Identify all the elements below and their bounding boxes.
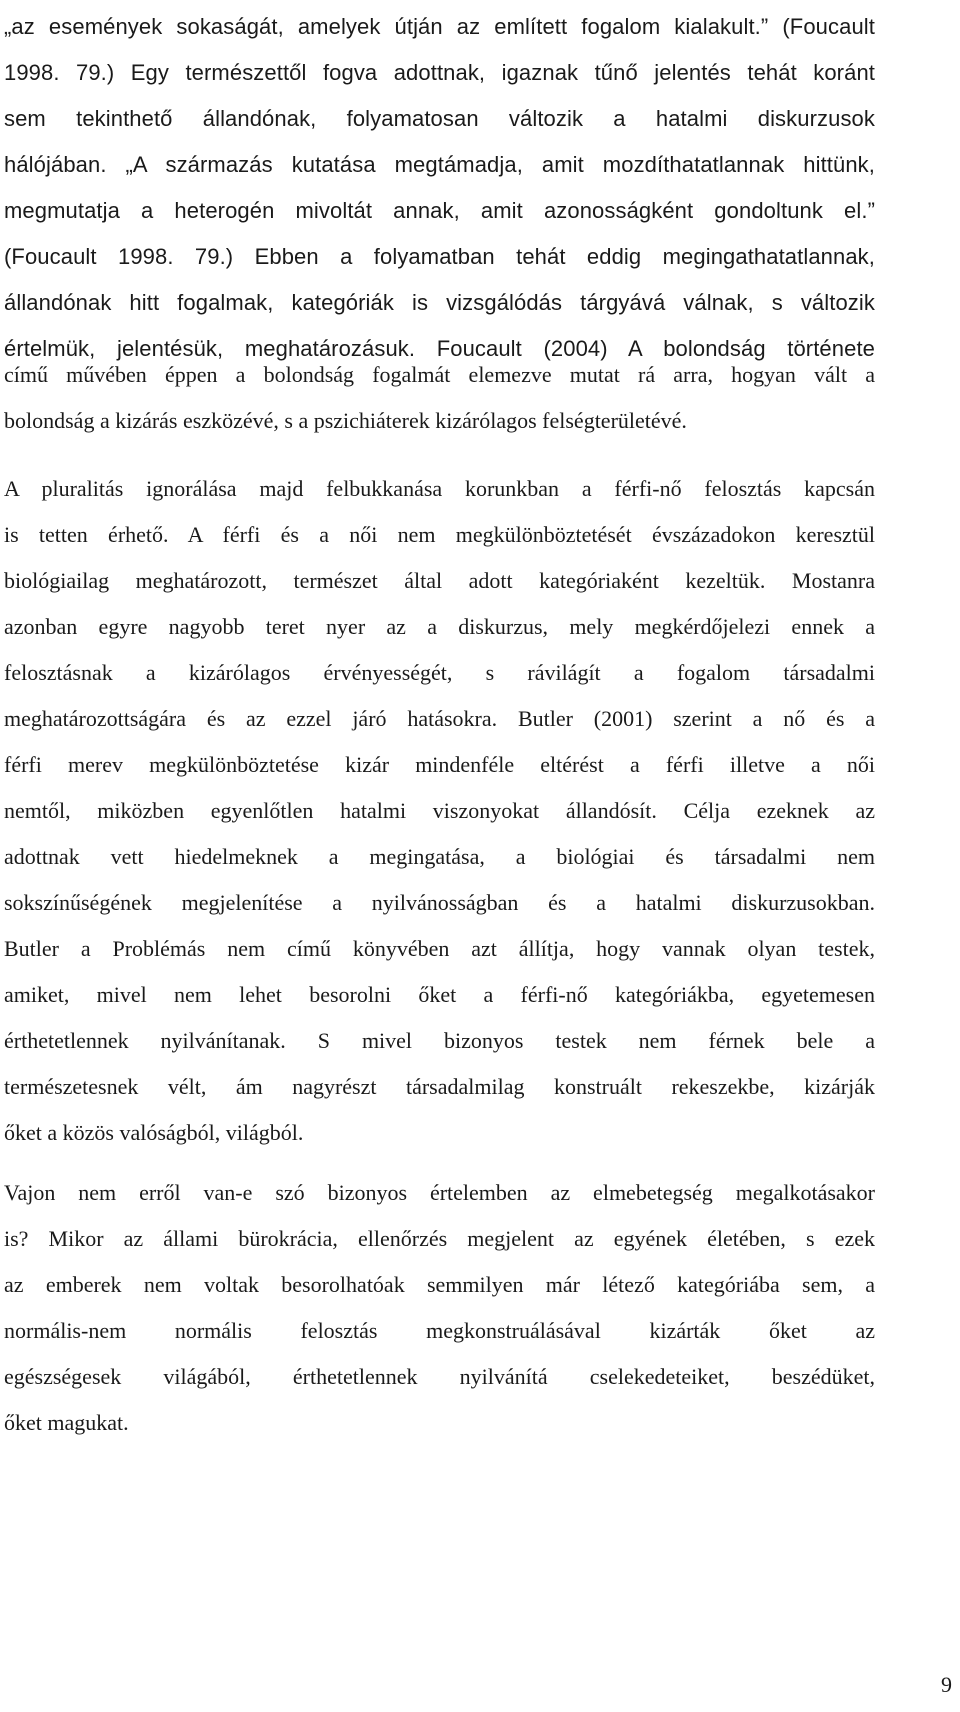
text-line: természetesnek vélt, ám nagyrészt társadalmilag konstruált rekeszekbe, kizárják: [4, 1074, 875, 1099]
text-line: hálójában. „A származás kutatása megtámadja, amit mozdíthatatlannak hittünk,: [4, 152, 875, 177]
text-line: Butler a Problémás nem című könyvében azt állítja, hogy vannak olyan testek,: [4, 936, 875, 961]
page-number: 9: [941, 1672, 952, 1697]
text-line: meghatározottságára és az ezzel járó hatásokra. Butler (2001) szerint a nő és a: [4, 706, 875, 731]
text-line: értelmük, jelentésük, meghatározásuk. Foucault (2004) A bolondság története: [4, 336, 875, 361]
text-line: „az események sokaságát, amelyek útján az említett fogalom kialakult.” (Foucault: [4, 14, 875, 39]
paragraph-3: [4, 1170, 875, 1446]
text-line: az emberek nem voltak besorolhatóak semmilyen már létező kategóriába sem, a: [4, 1272, 875, 1297]
text-line: férfi merev megkülönböztetése kizár mindenféle eltérést a férfi illetve a női: [4, 752, 875, 777]
text-line: is tetten érhető. A férfi és a női nem megkülönböztetését évszázadokon keresztül: [4, 522, 875, 547]
paragraph-1: [4, 4, 875, 372]
text-line: adottnak vett hiedelmeknek a megingatása, a biológiai és társadalmi nem: [4, 844, 875, 869]
text-line: Vajon nem erről van-e szó bizonyos értelemben az elmebetegség megalkotásakor: [4, 1180, 875, 1205]
text-line: normális-nem normális felosztás megkonstruálásával kizárták őket az: [4, 1318, 875, 1343]
text-line: biológiailag meghatározott, természet által adott kategóriaként kezeltük. Mostanra: [4, 568, 875, 593]
text-line: A pluralitás ignorálása majd felbukkanása korunkban a férfi-nő felosztás kapcsán: [4, 476, 875, 501]
text-line: egészségesek világából, érthetetlennek nyilvánítá cselekedeteiket, beszédüket,: [4, 1364, 875, 1389]
text-line: (Foucault 1998. 79.) Ebben a folyamatban tehát eddig megingathatatlannak,: [4, 244, 875, 269]
paragraph-1-continued: [4, 352, 875, 444]
text-line: megmutatja a heterogén mivoltát annak, amit azonosságként gondoltunk el.”: [4, 198, 875, 223]
text-line: őket a közös valóságból, világból.: [4, 1120, 304, 1145]
text-line: érthetetlennek nyilvánítanak. S mivel bizonyos testek nem férnek bele a: [4, 1028, 875, 1053]
text-line: is? Mikor az állami bürokrácia, ellenőrzés megjelent az egyének életében, s ezek: [4, 1226, 875, 1251]
text-line: nemtől, miközben egyenlőtlen hatalmi viszonyokat állandósít. Célja ezeknek az: [4, 798, 875, 823]
text-line: 1998. 79.) Egy természettől fogva adottnak, igaznak tűnő jelentés tehát koránt: [4, 60, 875, 85]
text-line: őket magukat.: [4, 1410, 129, 1435]
text-line: felosztásnak a kizárólagos érvényességét, s rávilágít a fogalom társadalmi: [4, 660, 875, 685]
paragraph-2: [4, 466, 875, 1156]
text-line: sokszínűségének megjelenítése a nyilvánosságban és a hatalmi diskurzusokban.: [4, 890, 875, 915]
text-line: című művében éppen a bolondság fogalmát elemezve mutat rá arra, hogyan vált a: [4, 362, 875, 387]
text-line: amiket, mivel nem lehet besorolni őket a férfi-nő kategóriákba, egyetemesen: [4, 982, 875, 1007]
text-line: azonban egyre nagyobb teret nyer az a diskurzus, mely megkérdőjelezi ennek a: [4, 614, 875, 639]
text-line: bolondság a kizárás eszközévé, s a pszichiáterek kizárólagos felségterületévé.: [4, 408, 687, 433]
text-line: állandónak hitt fogalmak, kategóriák is vizsgálódás tárgyává válnak, s változik: [4, 290, 875, 315]
text-line: sem tekinthető állandónak, folyamatosan változik a hatalmi diskurzusok: [4, 106, 875, 131]
